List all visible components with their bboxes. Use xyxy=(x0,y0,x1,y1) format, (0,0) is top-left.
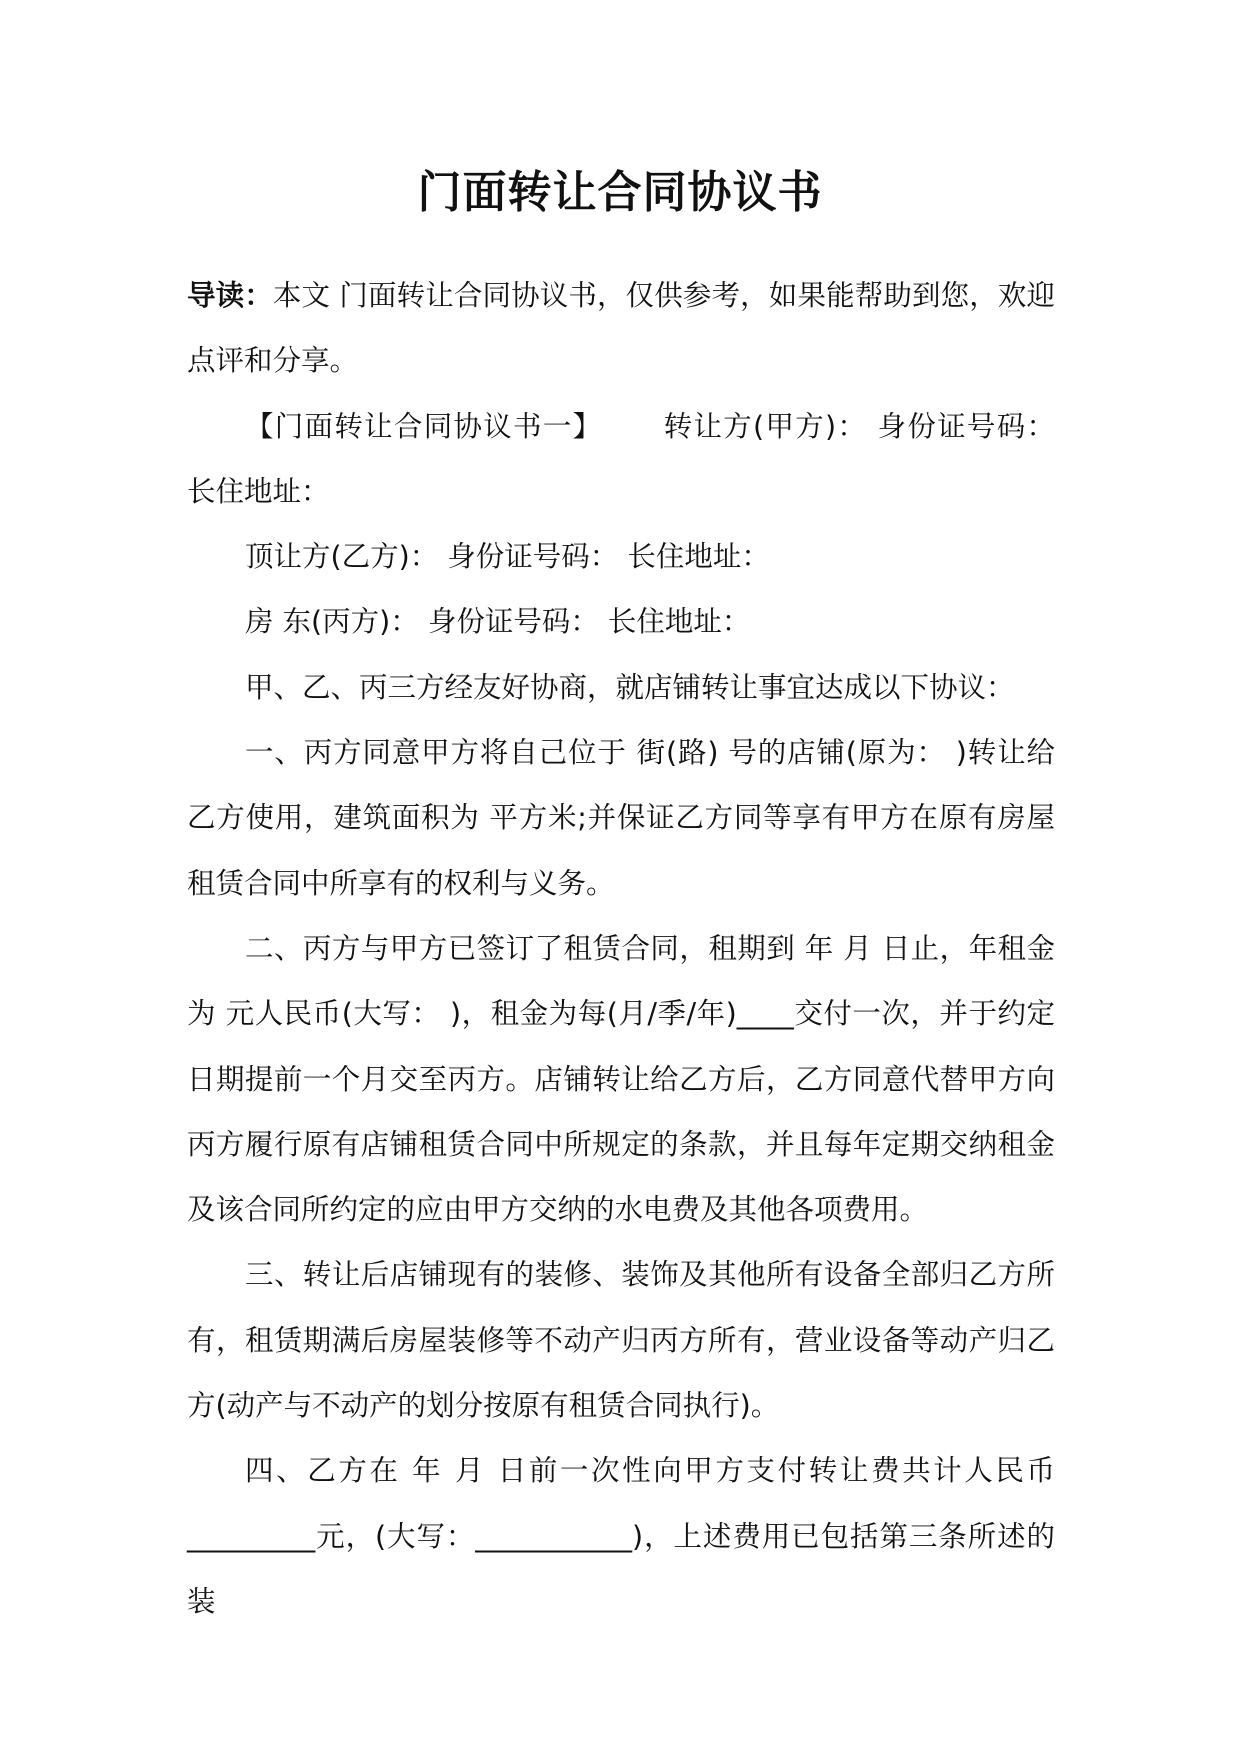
intro-colon: ： xyxy=(244,279,273,312)
intro-text: 本文 门面转让合同协议书，仅供参考，如果能帮助到您，欢迎点评和分享。 xyxy=(187,279,1055,378)
document-body xyxy=(187,263,1055,1634)
clause-1: 一、丙方同意甲方将自己位于 街(路) 号的店铺(原为： )转让给乙方使用，建筑面积为 平方米;并保证乙方同等享有甲方在原有房屋租赁合同中所享有的权利与义务。 xyxy=(187,736,1055,900)
party-c-line: 房 东(丙方)： 身份证号码： 长住地址： xyxy=(245,605,751,639)
party-b-line: 顶让方(乙方)： 身份证号码： 长住地址： xyxy=(245,540,770,574)
document-title: 门面转让合同协议书 xyxy=(417,167,823,218)
section-heading: 【门面转让合同协议书一】 xyxy=(245,409,603,443)
clause-3: 三、转让后店铺现有的装修、装饰及其他所有设备全部归乙方所有，租赁期满后房屋装修等不动产归丙方所有，营业设备等动产归乙方(动产与不动产的划分按原有租赁合同执行)。 xyxy=(187,1258,1055,1423)
clause-4: 四、乙方在 年 月 日前一次性向甲方支付转让费共计人民币_________元，(大写：___________)，上述费用已包括第三条所述的装 xyxy=(187,1454,1055,1618)
heading-party-a-paragraph xyxy=(187,394,1055,525)
party-a-line: 转让方(甲方)： 身份证号码： 长住地址： xyxy=(187,409,1055,508)
preamble-paragraph: 甲、乙、丙三方经友好协商，就店铺转让事宜达成以下协议： xyxy=(245,670,1015,704)
intro-label: 导读 xyxy=(187,279,245,312)
clause-2: 二、丙方与甲方已签订了租赁合同，租期到 年 月 日止，年租金为 元人民币(大写： )，租金为每(月/季/年)____交付一次，并于约定日期提前一个月交至丙方。店铺转让给乙方后，乙方同意代替甲方向丙方履行原有店铺租赁合同中所规定的条款，并且每年定期交纳租金及该合同所约定的应由甲方交纳的水电费及其他各项费用。 xyxy=(187,931,1055,1227)
intro-paragraph xyxy=(187,263,1055,394)
